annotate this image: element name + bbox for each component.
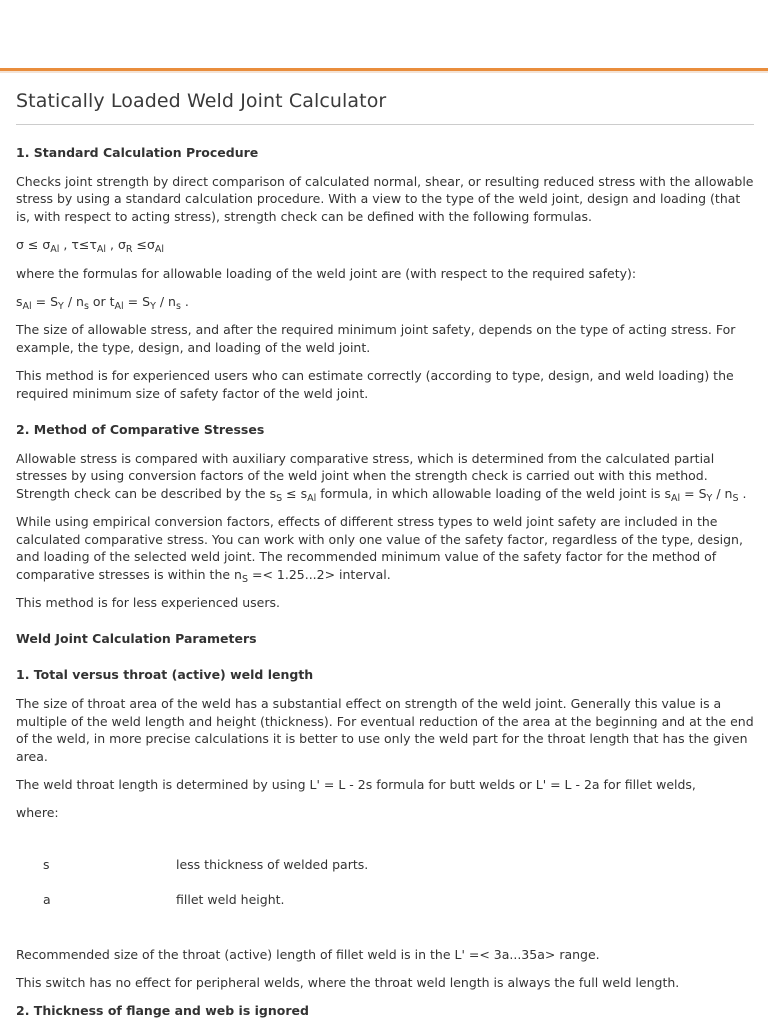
header-accent-shadow [0,71,768,73]
definition-symbol: s [43,856,50,872]
weld-length-paragraph-3: Recommended size of the throat (active) length of fillet weld is in the L' =< 3a...35a> range. [16,946,600,962]
definition-row [16,857,516,892]
definition-row [16,892,516,927]
formula-stress-conditions: $\sigma \le \sigma_{Al}$ , $\tau\le\tau_{Al}$ , $\sigma_R \le\sigma_{Al}$ [16,237,165,256]
standard-procedure-paragraph-2: where the formulas for allowable loading of the weld joint are (with respect to the required safety): [16,265,637,281]
standard-procedure-paragraph-3: The size of allowable stress, and after the required minimum joint safety, depends on the type of acting stress. For example, the type, design, and loading of the weld joint. [16,322,736,355]
weld-length-paragraph-4: This switch has no effect for peripheral welds, where the throat weld length is always the full weld length. [16,975,680,991]
weld-length-paragraph-1: The size of throat area of the weld has a substantial effect on strength of the weld joint. Generally this value is a multiple of the weld length and height (thickness). For eventual reduction of the area at the beginning and at the end of the weld, in more precise calculations it is better to use only the weld part for the throat length that has the given area. [16,696,754,764]
section-standard-procedure-heading: 1. Standard Calculation Procedure [16,145,259,160]
subsection-weld-length-heading: 1. Total versus throat (active) weld length [16,667,314,683]
definition-symbol: a [43,891,51,907]
weld-length-paragraph-2: The weld throat length is determined by using L' = L - 2s formula for butt welds or L' = L - 2a for fillet welds, [16,776,696,792]
weld-length-where: where: [16,805,59,821]
comparative-stresses-paragraph-1: Allowable stress is compared with auxiliary comparative stress, which is determined from the calculated partial stresses by using conversion factors of the weld joint when the strength check is carried out with this method. Strength check can be described by the $s_S \le s_{Al}$ formula, in which allowable loading of the weld joint is $s_{Al} = S_Y / n_S$ . [16,451,747,504]
comparative-stresses-paragraph-2: While using empirical conversion factors, effects of different stress types to weld joint safety are included in the calculated comparative stress. You can work with only one value of the safety factor, regardless of the type, design, and loading of the selected weld joint. The recommended minimum value of the safety factor for the method of comparative stresses is within the $n_S =< 1.25...2>$ interval. [16,514,743,585]
page-title: Statically Loaded Weld Joint Calculator [16,86,754,125]
subsection-thickness-heading: 2. Thickness of flange and web is ignored [16,1002,309,1018]
definition-description: fillet weld height. [176,891,285,907]
standard-procedure-paragraph-1: Checks joint strength by direct comparison of calculated normal, shear, or resulting reduced stress with the allowable stress by using a standard calculation procedure. With a view to the type of the weld joint, design and loading (that is, with respect to acting stress), strength check can be defined with the following formulas. [16,174,754,224]
comparative-stresses-paragraph-3: This method is for less experienced users. [16,594,280,610]
formula-allowable-loading: $s_{Al} = S_Y / n_s$ or $t_{Al} = S_Y / n_s$ . [16,294,189,313]
definitions-table [16,857,516,927]
article-content [16,86,754,1019]
section-parameters-heading: Weld Joint Calculation Parameters [16,631,257,647]
section-comparative-stresses-heading: 2. Method of Comparative Stresses [16,422,265,438]
standard-procedure-paragraph-4: This method is for experienced users who can estimate correctly (according to type, design, and weld loading) the required minimum size of safety factor of the weld joint. [16,368,734,401]
definition-description: less thickness of welded parts. [176,856,369,872]
